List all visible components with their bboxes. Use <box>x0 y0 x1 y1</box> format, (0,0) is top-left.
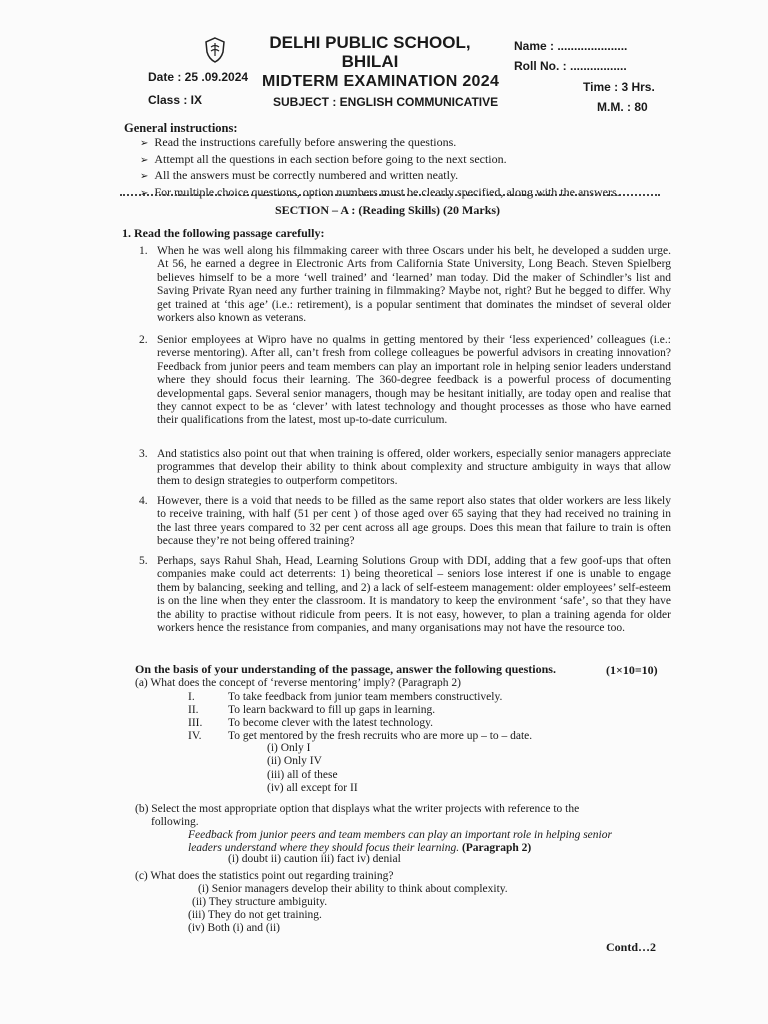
question-1-heading: 1. Read the following passage carefully: <box>122 226 325 240</box>
school-name <box>255 33 485 71</box>
question-b-quote: Feedback from junior peers and team members can play an important role in helping senior leaders understand where they should focus their learning. (Paragraph 2) <box>188 829 612 854</box>
option-item: (iii) all of these <box>267 768 338 781</box>
paragraph-text: When he was well along his filmmaking career with three Oscars under his belt, he developed a sudden urge. At 56, he earned a degree in Electronic Arts from California State University, Long Beach. Steven Spielberg believes himself to be a more ‘well trained’ and ‘learned’ man today. Did the maker of Schindler’s list and Saving Private Ryan need any further training in filmmaking? Maybe not, right? But he begged to differ. Why get trained at ‘this age’ (i.e.: retirement), is a popular sentiment that dominates the mindset of several older workers also known as veterans. <box>157 245 671 325</box>
question-b-options: (i) doubt ii) caution iii) fact iv) denial <box>228 853 401 865</box>
class-label: Class : IX <box>148 93 203 107</box>
name-field: Name : ..................... <box>514 39 628 53</box>
school-name-line2: BHILAI <box>341 52 399 71</box>
option-item: (i) Only I <box>267 742 311 754</box>
passage-paragraph-5: 5. Perhaps, says Rahul Shah, Head, Learning Solutions Group with DDI, adding that a few goof-ups that often companies make could act deterrents: 1) being theoretical – seniors lose interest if one is unable to engage them by balancing, seeking and telling, and 2) a lack of self-esteem management: older employees’ self-esteem is on the line when they enter the classroom. It is mandatory to keep the environment ‘safe’, so that they have the ability to practise without ridicule from peers. It is not easy, however, to plan a training agenda for older workers hence the resistance from companies, and many organisations may not have the resource too. <box>139 555 671 635</box>
subject-line: SUBJECT : ENGLISH COMMUNICATIVE <box>273 95 499 109</box>
option-item: (iv) Both (i) and (ii) <box>188 922 280 934</box>
time-allowed: Time : 3 Hrs. <box>583 80 655 94</box>
statement-row: III. To become clever with the latest technology. <box>188 717 434 729</box>
paragraph-text: And statistics also point out that when training is offered, older workers, especially senior managers appreciate programmes that develop their ability to think about complexity and structure ambiguity in ways that allow them to design strategies to outperform competitors. <box>157 448 671 487</box>
instruction-item: ➢ Attempt all the questions in each section before going to the next section. <box>140 151 507 166</box>
passage-paragraph-1: 1. When he was well along his filmmaking career with three Oscars under his belt, he developed a sudden urge. At 56, he earned a degree in Electronic Arts from California State University, Long Beach. Steven Spielberg believes himself to be a more ‘well trained’ and ‘learned’ man today. Did the maker of Schindler’s list and Saving Private Ryan need any further training in filmmaking? Maybe not, right? But he begged to differ. Why get trained at ‘this age’ (i.e.: retirement), is a popular sentiment that dominates the mindset of several older workers also known as veterans. <box>139 245 671 325</box>
passage-paragraph-4: 4. However, there is a void that needs to be filled as the same report also states that older workers are less likely to receive training, with half (51 per cent ) of those aged over 65 saying that they had received no training in the last three years compared to 32 per cent across all age groups. Does this mean that failure to train is often because they’re not being offered training? <box>139 495 671 548</box>
instructions-list <box>140 135 700 201</box>
question-a-statements <box>188 691 588 743</box>
dotted-divider <box>120 194 660 196</box>
instruction-item: ➢ Read the instructions carefully before answering the questions. <box>140 135 457 149</box>
school-emblem-icon <box>204 37 226 63</box>
continued-marker: Contd…2 <box>606 940 657 954</box>
arrow-bullet-icon: ➢ <box>140 138 149 149</box>
exam-title: MIDTERM EXAMINATION 2024 <box>262 73 500 90</box>
instruction-item: ➢ All the answers must be correctly numbered and written neatly. <box>140 168 459 182</box>
section-title: SECTION – A : (Reading Skills) (20 Marks) <box>275 203 501 217</box>
statement-row: II. To learn backward to fill up gaps in learning. <box>188 704 436 716</box>
question-c-options <box>188 883 508 935</box>
question-b-stem: (b) Select the most appropriate option that displays what the writer projects with reference to the following. <box>135 803 580 828</box>
statement-row: IV. To get mentored by the fresh recruits who are more up – to – date. <box>188 730 533 742</box>
max-marks: M.M. : 80 <box>597 100 648 114</box>
instructions-title: General instructions: <box>124 121 238 135</box>
roll-number-field: Roll No. : ................. <box>514 59 627 73</box>
school-name-line1: DELHI PUBLIC SCHOOL, <box>269 33 471 52</box>
option-item: (ii) They structure ambiguity. <box>192 896 328 908</box>
question-a-stem: (a) What does the concept of ‘reverse mentoring’ imply? (Paragraph 2) <box>135 677 461 689</box>
paragraph-text: However, there is a void that needs to be filled as the same report also states that older workers are less likely to receive training, with half (51 per cent ) of those aged over 65 saying that they had received no training in the last three years compared to 32 per cent across all age groups. Does this mean that failure to train is often because they’re not being offered training? <box>157 495 671 548</box>
arrow-bullet-icon: ➢ <box>140 187 149 199</box>
option-item: (iv) all except for II <box>267 782 358 795</box>
passage-paragraph-3: 3. And statistics also point out that when training is offered, older workers, especially senior managers appreciate programmes that develop their ability to think about complexity and structure ambiguity in ways that allow them to design strategies to outperform competitors. <box>139 448 671 487</box>
arrow-bullet-icon: ➢ <box>140 171 149 182</box>
option-item: (iii) They do not get training. <box>188 909 322 921</box>
option-item: (ii) Only IV <box>267 755 322 768</box>
paragraph-text: Senior employees at Wipro have no qualms in getting mentored by their ‘less experienced’ colleagues (i.e.: reverse mentoring). After all, can’t fresh from college colleagues be powerful advisors in creating innovation? Feedback from junior peers and team members can play an important role in helping senior leaders understand where they should focus their learning. The 360-degree feedback is a powerful process of documenting developmental gaps. Several senior managers, though may be hesitant initially, are today open and realise that they cannot expect to be as ‘clever’ with latest technology and thought processes as those who have earned their qualifications from the latest, most up-to-date curriculum. <box>157 334 671 427</box>
question-a-options <box>267 742 358 796</box>
passage-paragraph-2: 2. Senior employees at Wipro have no qualms in getting mentored by their ‘less experienced’ colleagues (i.e.: reverse mentoring). After all, can’t fresh from college colleagues be powerful advisors in creating innovation? Feedback from junior peers and team members can play an important role in helping senior leaders understand where they should focus their learning. The 360-degree feedback is a powerful process of documenting developmental gaps. Several senior managers, though may be hesitant initially, are today open and realise that they cannot expect to be as ‘clever’ with latest technology and thought processes as those who have earned their qualifications from the latest, most up-to-date curriculum. <box>139 334 671 427</box>
questions-marks: (1×10=10) <box>606 663 658 677</box>
option-item: (i) Senior managers develop their ability to think about complexity. <box>198 883 508 895</box>
question-c-stem: (c) What does the statistics point out regarding training? <box>135 870 394 882</box>
questions-instruction: On the basis of your understanding of the passage, answer the following questions. <box>135 662 556 676</box>
arrow-bullet-icon: ➢ <box>140 154 149 166</box>
paragraph-text: Perhaps, says Rahul Shah, Head, Learning Solutions Group with DDI, adding that a few goof-ups that often companies make could act deterrents: 1) being theoretical – seniors lose interest if one is unable to engage them by balancing, seeking and telling, and 2) a lack of self-esteem management: older employees’ self-esteem is on the line when they enter the classroom. It is mandatory to keep the environment ‘safe’, so that they have the ability to practise without ridicule from peers. It is not easy, however, to plan a training agenda for older workers hence the resistance from companies, and many organisations may not have the resource too. <box>157 555 671 635</box>
statement-row: I. To take feedback from junior team members constructively. <box>188 691 503 703</box>
exam-date: Date : 25 .09.2024 <box>148 70 249 84</box>
instruction-item: ➢ For multiple choice questions, option numbers must be clearly specified, along with the answers. <box>140 184 620 199</box>
